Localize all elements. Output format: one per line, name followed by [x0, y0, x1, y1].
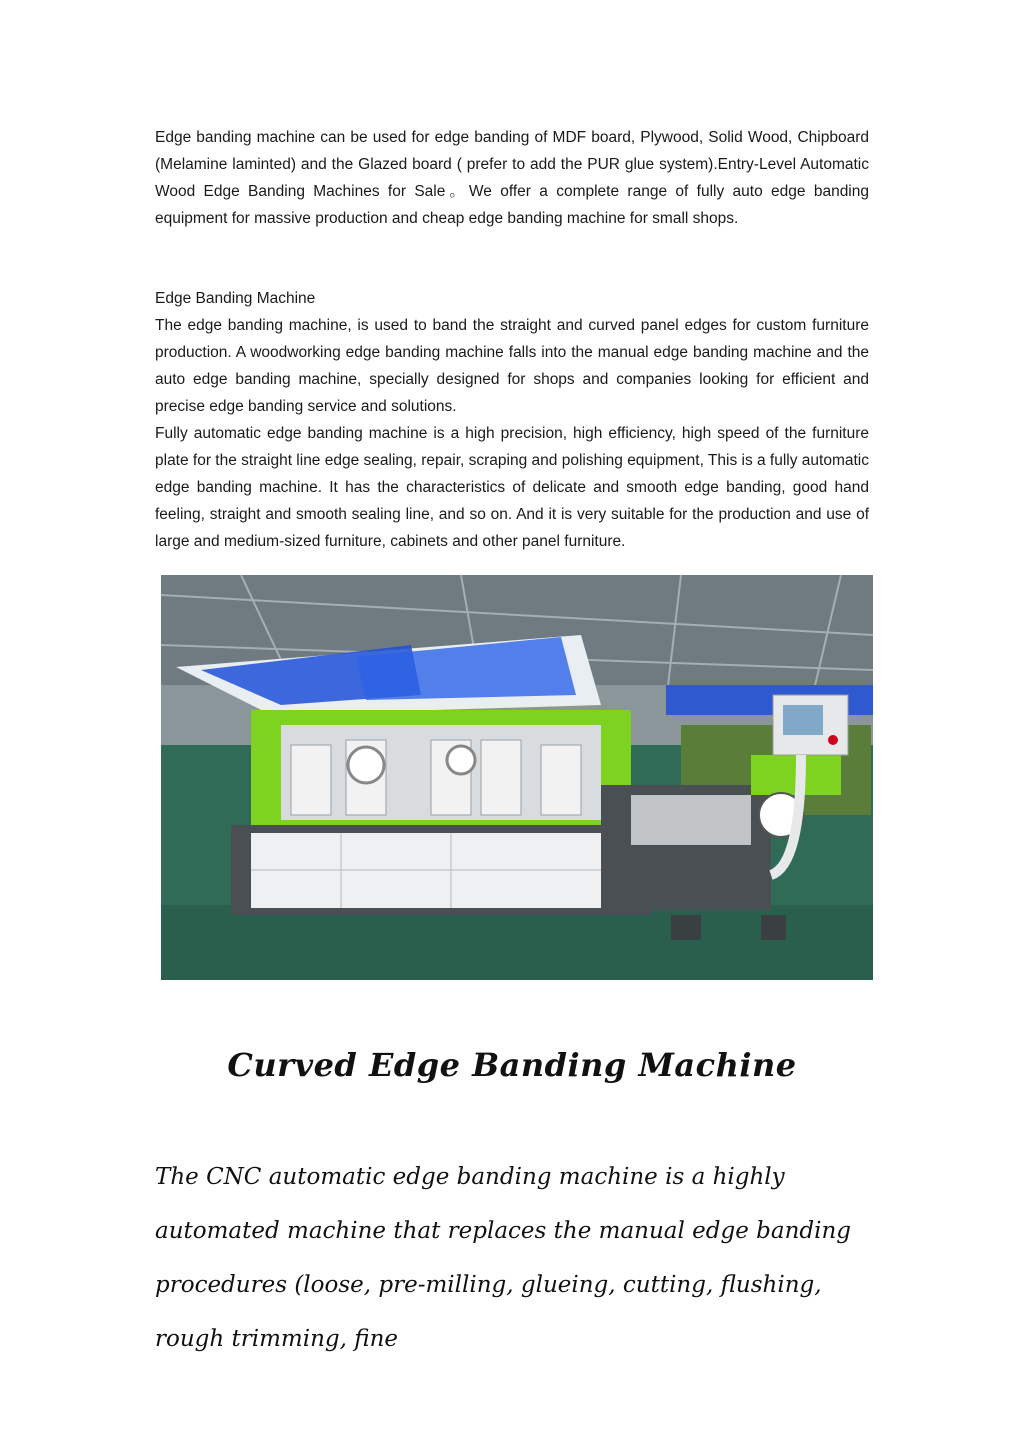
edge-banding-machine-photo — [161, 575, 873, 980]
edge-banding-paragraph: The edge banding machine, is used to band the straight and curved panel edges for custom furniture production. A woodworking edge banding machine falls into the manual edge banding machine and the auto edge banding machine, specially designed for shops and companies looking for efficient and precise edge banding service and solutions. — [155, 317, 869, 415]
fully-automatic-paragraph: Fully automatic edge banding machine is a high precision, high efficiency, high speed of the furniture plate for the straight line edge sealing, repair, scraping and polishing equipment, This is a fully automatic edge banding machine. It has the characteristics of delicate and smooth edge banding, good hand feeling, straight and smooth sealing line, and so on. And it is very suitable for the production and use of large and medium-sized furniture, cabinets and other panel furniture. — [155, 425, 869, 550]
edge-banding-heading: Edge Banding Machine — [155, 290, 316, 307]
cnc-description-paragraph: The CNC automatic edge banding machine is a highly automated machine that replaces the manual edge banding procedures (loose, pre-milling, glueing, cutting, flushing, rough trimming, fine — [155, 1164, 852, 1352]
intro-paragraph: Edge banding machine can be used for edge banding of MDF board, Plywood, Solid Wood, Chipboard (Melamine laminted) and the Glazed board ( prefer to add the PUR glue system).Entry-Level Automatic Wood Edge Banding Machines for Sale。We offer a complete range of fully auto edge banding equipment for massive production and cheap edge banding machine for small shops. — [155, 129, 869, 227]
section-title: Curved Edge Banding Machine — [227, 1046, 797, 1084]
